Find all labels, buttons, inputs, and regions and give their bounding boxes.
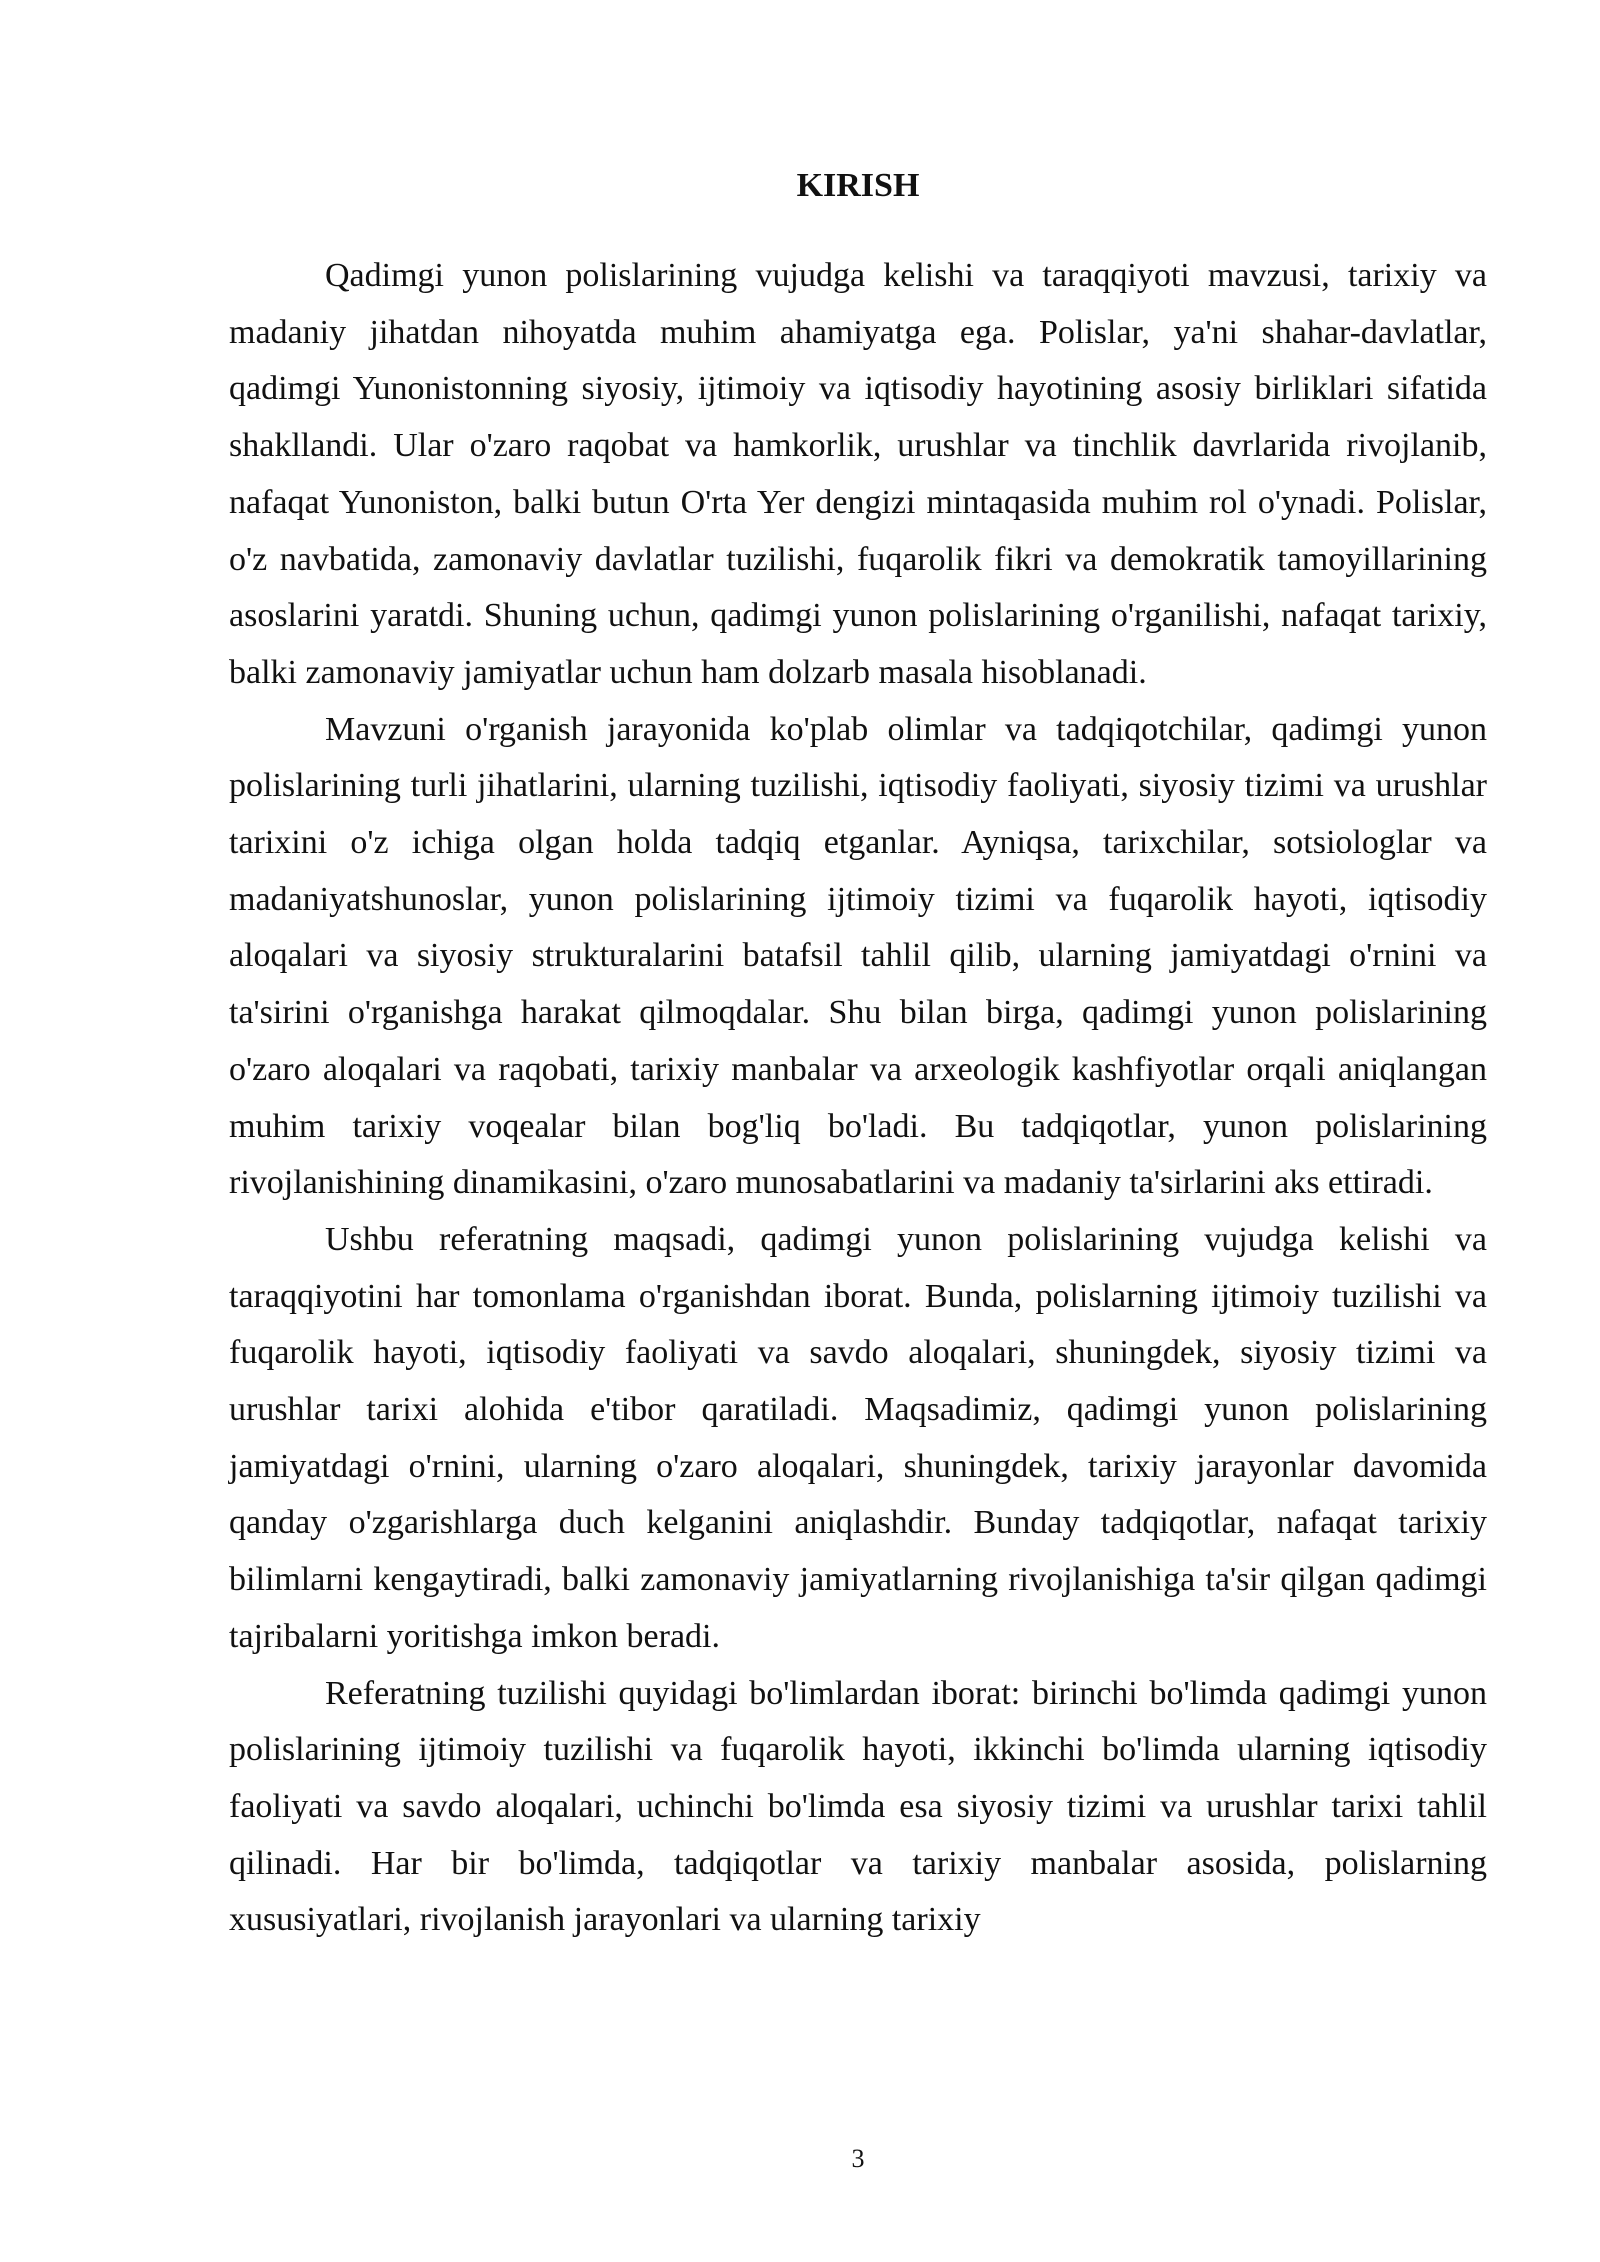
document-body (229, 248, 1487, 1949)
paragraph-goal: Ushbu referatning maqsadi, qadimgi yunon polislarining vujudga kelishi va taraqqiyotini har tomonlama o'rganishdan iborat. Bunda, polislarning ijtimoiy tuzilishi va fuqarolik hayoti, iqtisodiy faoliyati va savdo aloqalari, shuningdek, siyosiy tizimi va urushlar tarixi alohida e'tibor qaratiladi. Maqsadimiz, qadimgi yunon polislarining jamiyatdagi o'rnini, ularning o'zaro aloqalari, shuningdek, tarixiy jarayonlar davomida qanday o'zgarishlarga duch kelganini aniqlashdir. Bunday tadqiqotlar, nafaqat tarixiy bilimlarni kengaytiradi, balki zamonaviy jamiyatlarning rivojlanishiga ta'sir qilgan qadimgi tajribalarni yoritishga imkon beradi. (229, 1220, 1487, 1655)
page-title: KIRISH (796, 167, 920, 204)
paragraph-research: Mavzuni o'rganish jarayonida ko'plab olimlar va tadqiqotchilar, qadimgi yunon polislarining turli jihatlarini, ularning tuzilishi, iqtisodiy faoliyati, siyosiy tizimi va urushlar tarixini o'z ichiga olgan holda tadqiq etganlar. Ayniqsa, tarixchilar, sotsiologlar va madaniyatshunoslar, yunon polislarining ijtimoiy tizimi va fuqarolik hayoti, iqtisodiy aloqalari va siyosiy strukturalarini batafsil tahlil qilib, ularning jamiyatdagi o'rnini va ta'sirini o'rganishga harakat qilmoqdalar. Shu bilan birga, qadimgi yunon polislarining o'zaro aloqalari va raqobati, tarixiy manbalar va arxeologik kashfiyotlar orqali aniqlangan muhim tarixiy voqealar bilan bog'liq bo'ladi. Bu tadqiqotlar, yunon polislarining rivojlanishining dinamikasini, o'zaro munosabatlarini va madaniy ta'sirlarini aks ettiradi. (229, 710, 1487, 1202)
paragraph-intro: Qadimgi yunon polislarining vujudga kelishi va taraqqiyoti mavzusi, tarixiy va madaniy jihatdan nihoyatda muhim ahamiyatga ega. Polislar, ya'ni shahar-davlatlar, qadimgi Yunonistonning siyosiy, ijtimoiy va iqtisodiy hayotining asosiy birliklari sifatida shakllandi. Ular o'zaro raqobat va hamkorlik, urushlar va tinchlik davrlarida rivojlanib, nafaqat Yunoniston, balki butun O'rta Yer dengizi mintaqasida muhim rol o'ynadi. Polislar, o'z navbatida, zamonaviy davlatlar tuzilishi, fuqarolik fikri va demokratik tamoyillarining asoslarini yaratdi. Shuning uchun, qadimgi yunon polislarining o'rganilishi, nafaqat tarixiy, balki zamonaviy jamiyatlar uchun ham dolzarb masala hisoblanadi. (229, 257, 1487, 691)
document-page (229, 0, 1487, 2262)
page-number: 3 (851, 2144, 865, 2173)
paragraph-structure: Referatning tuzilishi quyidagi bo'limlardan iborat: birinchi bo'limda qadimgi yunon polislarining ijtimoiy tuzilishi va fuqarolik hayoti, ikkinchi bo'limda ularning iqtisodiy faoliyati va savdo aloqalari, uchinchi bo'limda esa siyosiy tizimi va urushlar tarixi tahlil qilinadi. Har bir bo'limda, tadqiqotlar va tarixiy manbalar asosida, polislarning xususiyatlari, rivojlanish jarayonlari va ularning tarixiy (229, 1674, 1487, 1939)
